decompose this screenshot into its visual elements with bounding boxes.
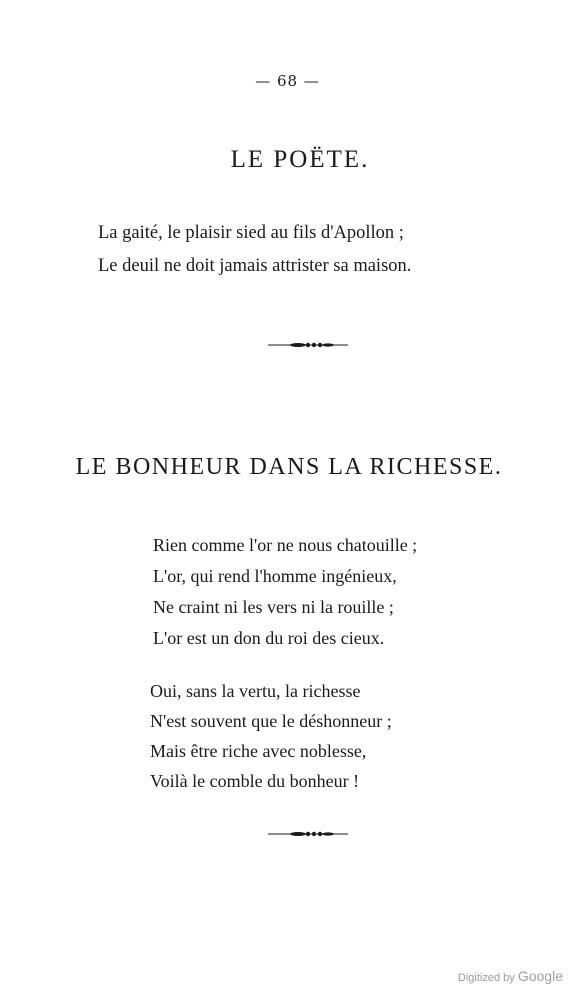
ornament-divider-icon	[268, 830, 348, 838]
page-number: — 68 —	[255, 72, 320, 90]
verse-line: Voilà le comble du bonheur !	[150, 771, 360, 791]
verse-line: Rien comme l'or ne nous chatouille ;	[153, 535, 418, 555]
verse-line: Ne craint ni les vers ni la rouille ;	[153, 597, 394, 617]
poem-title-le-poete: LE POËTE.	[230, 146, 370, 173]
verse-line: N'est souvent que le déshonneur ;	[150, 711, 392, 731]
verse-line: Le deuil ne doit jamais attrister sa maison.	[98, 256, 412, 276]
verse-line: Oui, sans la vertu, la richesse	[150, 681, 361, 701]
watermark-prefix: Digitized by	[457, 972, 515, 984]
poem-bonheur-stanza-1	[153, 530, 417, 654]
verse-line: L'or, qui rend l'homme ingénieux,	[153, 566, 397, 586]
poem-title-le-bonheur: LE BONHEUR DANS LA RICHESSE.	[75, 454, 503, 480]
verse-line: L'or est un don du roi des cieux.	[153, 628, 385, 648]
verse-line: La gaité, le plaisir sied au fils d'Apollon ;	[98, 223, 404, 243]
watermark-brand: Google	[517, 968, 563, 984]
poem-bonheur-stanza-2	[150, 676, 392, 796]
verse-line: Mais être riche avec noblesse,	[150, 741, 367, 761]
poem-le-poete-verse	[98, 217, 411, 283]
ornament-divider-icon	[268, 341, 348, 349]
digitized-watermark	[458, 968, 563, 984]
